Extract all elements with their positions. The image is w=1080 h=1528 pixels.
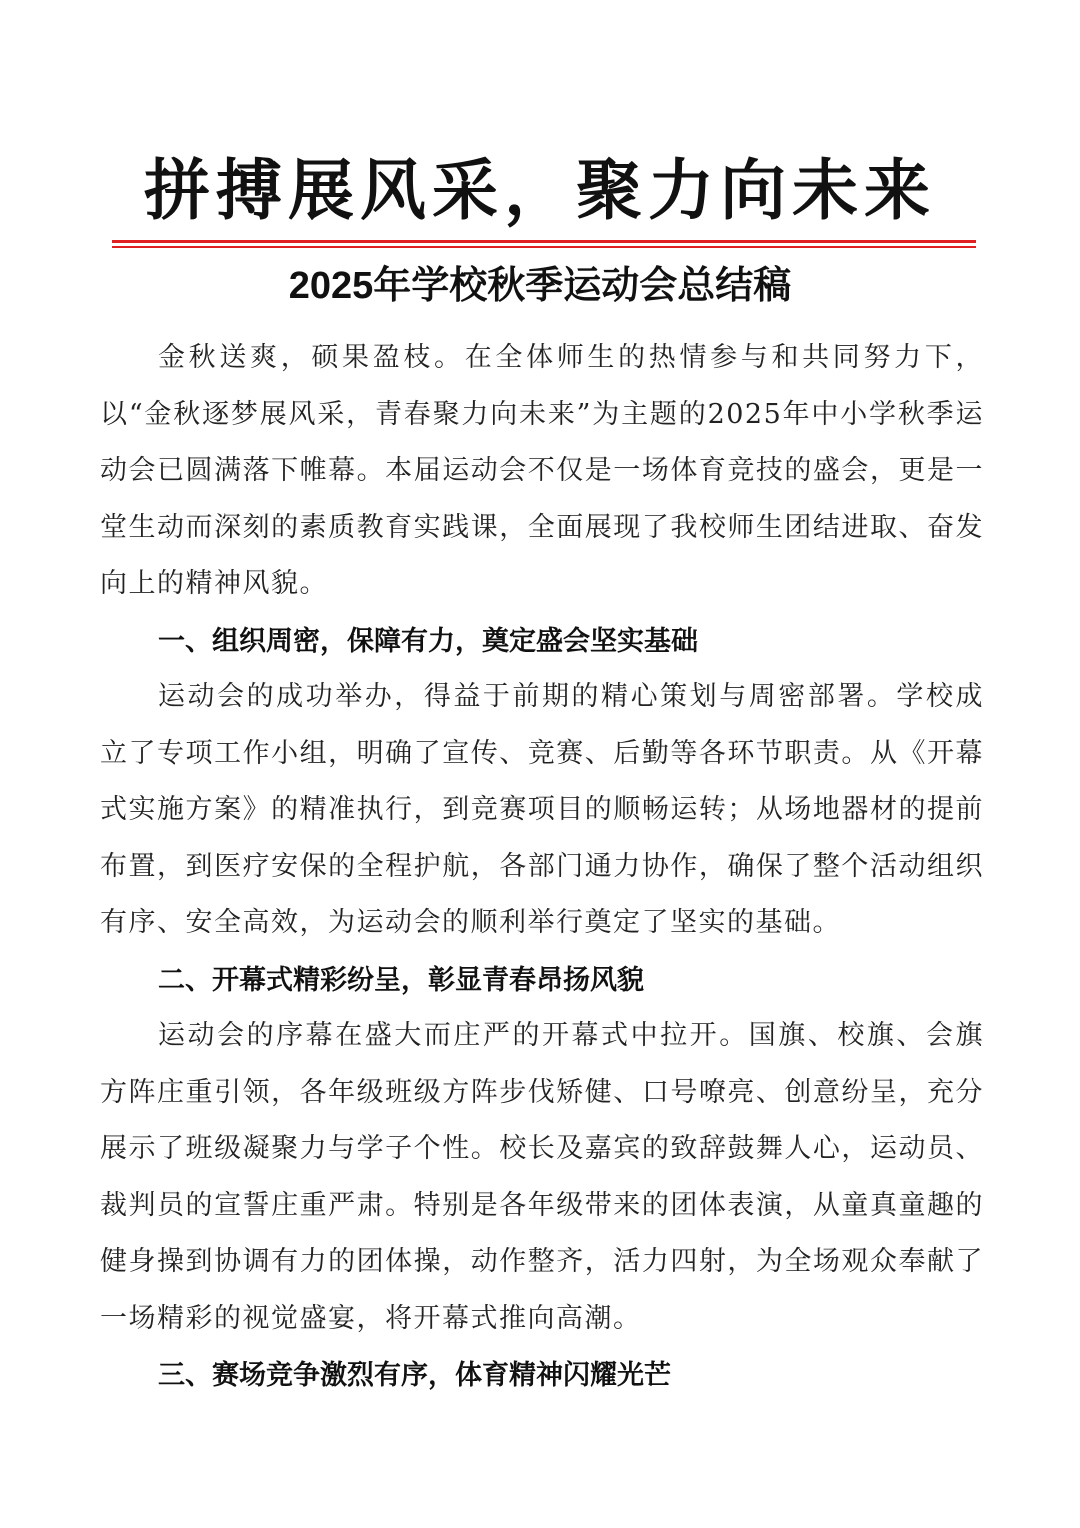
document-body bbox=[100, 330, 984, 1404]
section-heading-3: 三、赛场竞争激烈有序，体育精神闪耀光芒 bbox=[158, 1360, 671, 1390]
section-heading-2: 二、开幕式精彩纷呈，彰显青春昂扬风貌 bbox=[158, 964, 644, 995]
subtitle: 2025年学校秋季运动会总结稿 bbox=[288, 265, 792, 307]
section-paragraph-1: 运动会的成功举办，得益于前期的精心策划与周密部署。学校成立了专项工作小组，明确了宣传、竞赛、后勤等各环节职责。从《开幕式实施方案》的精准执行，到竞赛项目的顺畅运转；从场地器材的提前布置，到医疗安保的全程护航，各部门通力协作，确保了整个活动组织有序、安全高效，为运动会的顺利举行奠定了坚实的基础。 bbox=[100, 681, 984, 938]
title-divider-thick bbox=[112, 240, 976, 243]
intro-paragraph: 金秋送爽，硕果盈枝。在全体师生的热情参与和共同努力下，以“金秋逐梦展风采，青春聚力向未来”为主题的2025年中小学秋季运动会已圆满落下帷幕。本届运动会不仅是一场体育竞技的盛会，更是一堂生动而深刻的素质教育实践课，全面展现了我校师生团结进取、奋发向上的精神风貌。 bbox=[100, 342, 984, 599]
section-heading-1: 一、组织周密，保障有力，奠定盛会坚实基础 bbox=[158, 625, 698, 656]
section-paragraph-2: 运动会的序幕在盛大而庄严的开幕式中拉开。国旗、校旗、会旗方阵庄重引领，各年级班级方阵步伐矫健、口号嘹亮、创意纷呈，充分展示了班级凝聚力与学子个性。校长及嘉宾的致辞鼓舞人心，运动员、裁判员的宣誓庄重严肃。特别是各年级带来的团体表演，从童真童趣的健身操到协调有力的团体操，动作整齐，活力四射，为全场观众奉献了一场精彩的视觉盛宴，将开幕式推向高潮。 bbox=[100, 1020, 984, 1334]
title-divider-thin bbox=[112, 246, 976, 248]
main-title: 拼搏展风采，聚力向未来 bbox=[144, 151, 936, 229]
